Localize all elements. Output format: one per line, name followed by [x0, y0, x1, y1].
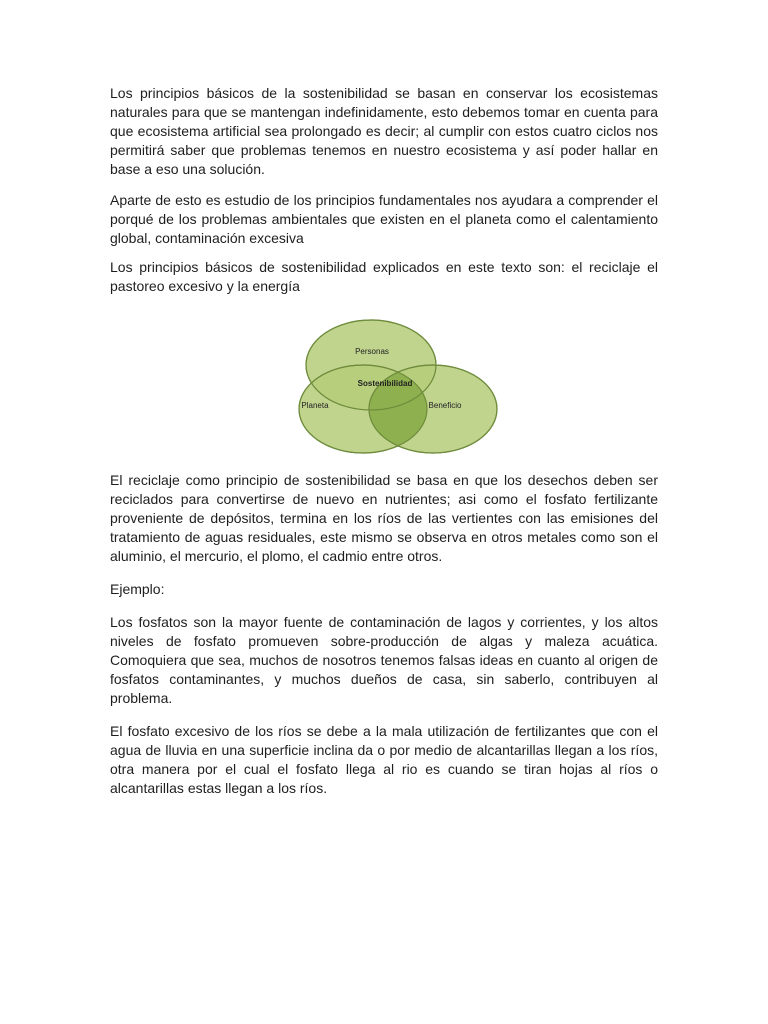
- venn-label-sostenibilidad: Sostenibilidad: [357, 379, 413, 388]
- venn-label-personas: Personas: [355, 347, 389, 356]
- paragraph-1: Los principios básicos de la sostenibilidad se basan en conservar los ecosistemas naturales para que se mantengan indefinidamente, esto debemos tomar en cuenta para que ecosistema artificial sea prolongado es decir; al cumplir con estos cuatro ciclos nos permitirá saber que problemas tenemos en nuestro ecosistema y así poder hallar en base a eso una solución.: [110, 85, 658, 177]
- paragraph-5: Ejemplo:: [110, 581, 165, 597]
- paragraph-6: Los fosfatos son la mayor fuente de contaminación de lagos y corrientes, y los altos niveles de fosfato promueven sobre-producción de algas y maleza acuática. Comoquiera que sea, muchos de nosotros tenemos falsas ideas en cuanto al origen de fosfatos contaminantes, y muchos dueños de casa, sin saberlo, contribuyen al problema.: [110, 614, 658, 706]
- paragraph-2: Aparte de esto es estudio de los principios fundamentales nos ayudara a comprender el porqué de los problemas ambientales que existen en el planeta como el calentamiento global, contaminación excesiva: [110, 192, 658, 246]
- venn-diagram: [110, 317, 658, 457]
- venn-svg: [110, 317, 658, 457]
- paragraph-7: El fosfato excesivo de los ríos se debe a la mala utilización de fertilizantes que con el agua de lluvia en una superficie inclina da o por medio de alcantarillas llegan a los ríos, otra manera por el cual el fosfato llega al rio es cuando se tiran hojas al ríos o alcantarillas estas llegan a los ríos.: [110, 723, 658, 796]
- venn-label-beneficio: Beneficio: [428, 401, 462, 410]
- document-page: [110, 84, 658, 798]
- paragraph-3: Los principios básicos de sostenibilidad explicados en este texto son: el reciclaje el pastoreo excesivo y la energía: [110, 259, 658, 294]
- paragraph-4: El reciclaje como principio de sostenibilidad se basa en que los desechos deben ser reciclados para convertirse de nuevo en nutrientes; asi como el fosfato fertilizante proveniente de depósitos, termina en los ríos de las vertientes con las emisiones del tratamiento de aguas residuales, este mismo se observa en otros metales como son el aluminio, el mercurio, el plomo, el cadmio entre otros.: [110, 472, 658, 564]
- venn-label-planeta: Planeta: [301, 401, 329, 410]
